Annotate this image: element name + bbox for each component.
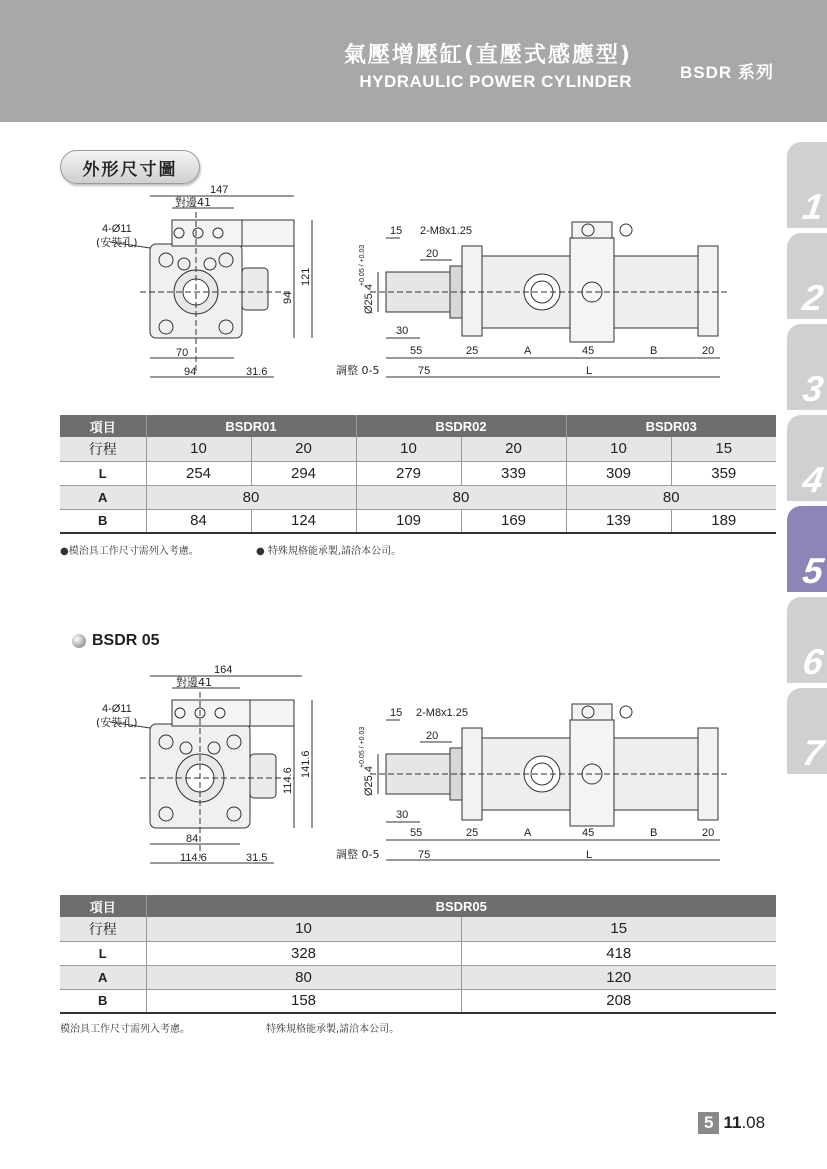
table-cell: 418	[461, 941, 776, 965]
table-row	[60, 941, 776, 965]
tab-label: 2	[800, 277, 826, 318]
table-cell: 279	[356, 461, 461, 485]
dim-diameter: Ø25.4	[363, 766, 375, 796]
dim-side-20b: 20	[702, 345, 715, 357]
page-major: 11	[723, 1113, 742, 1132]
dim-holes-note: (安裝孔)	[96, 236, 138, 249]
tab-4[interactable]	[787, 415, 827, 501]
row-label: B	[60, 989, 146, 1013]
row-label: 行程	[60, 437, 146, 461]
model-heading	[72, 632, 160, 650]
table-cell: 10	[146, 437, 251, 461]
dim-diameter: Ø25.4	[363, 284, 375, 314]
table1-header-bsdr01: BSDR01	[146, 415, 356, 437]
dim-adjust: 調整 0-5	[336, 848, 380, 861]
dimension-drawing-2	[80, 662, 740, 868]
table-cell: 124	[251, 509, 356, 533]
dim-side-30: 30	[396, 809, 409, 821]
tab-7[interactable]	[787, 688, 827, 774]
dim-side-55: 55	[410, 345, 423, 357]
table-cell: 20	[461, 437, 566, 461]
table2-header-bsdr05: BSDR05	[146, 895, 776, 917]
table-cell: 158	[146, 989, 461, 1013]
dim-tolerance: +0.05 / +0.03	[359, 244, 366, 286]
table-cell: 15	[461, 917, 776, 941]
dim-side-45: 45	[582, 827, 595, 839]
dim-side-l: L	[586, 365, 593, 377]
dim-side-l: L	[586, 849, 593, 861]
dim-width: 147	[210, 184, 229, 196]
dim-side-15: 15	[390, 707, 403, 719]
dim-across-flats: 對邊41	[175, 196, 211, 209]
table-row	[60, 509, 776, 533]
table1-note-2: ● 特殊規格能承製,請洽本公司。	[256, 546, 402, 557]
tab-label: 4	[800, 459, 826, 500]
table-cell: 80	[356, 485, 566, 509]
row-label: A	[60, 965, 146, 989]
dim-side-30: 30	[396, 325, 409, 337]
dim-side-20: 20	[426, 248, 439, 260]
table-cell: 120	[461, 965, 776, 989]
table-cell: 339	[461, 461, 566, 485]
page-minor: .08	[741, 1113, 766, 1132]
table-cell: 10	[356, 437, 461, 461]
dim-holes: 4-Ø11	[102, 223, 132, 235]
table2-header-item: 項目	[60, 895, 146, 917]
dim-h1: 94	[282, 291, 294, 304]
table-cell: 80	[146, 965, 461, 989]
table1-header-bsdr03: BSDR03	[566, 415, 776, 437]
tab-3[interactable]	[787, 324, 827, 410]
table-cell: 208	[461, 989, 776, 1013]
tab-label: 1	[800, 186, 826, 227]
table-cell: 359	[671, 461, 776, 485]
dim-holes-note: (安裝孔)	[96, 716, 138, 729]
tab-label: 6	[800, 641, 826, 682]
section-title: 外形尺寸圖	[60, 150, 200, 184]
dim-side-15: 15	[390, 225, 403, 237]
dim-w2: 114.6	[180, 852, 207, 864]
row-label: A	[60, 485, 146, 509]
dimension-drawing-1	[80, 182, 740, 382]
dim-h1: 114.6	[282, 767, 294, 794]
dim-w3: 31.5	[246, 852, 268, 864]
table-cell: 254	[146, 461, 251, 485]
table-cell: 84	[146, 509, 251, 533]
dim-side-a: A	[524, 345, 532, 357]
table-row	[60, 485, 776, 509]
dim-thread: 2-M8x1.25	[420, 225, 472, 237]
table-cell: 10	[146, 917, 461, 941]
tab-6[interactable]	[787, 597, 827, 683]
dim-h2: 121	[300, 267, 312, 286]
table-row	[60, 989, 776, 1013]
dim-side-20: 20	[426, 730, 439, 742]
dim-across-flats: 對邊41	[176, 676, 212, 689]
page-number-text	[723, 1113, 765, 1133]
drawing-bsdr01-03	[80, 182, 740, 382]
dim-adjust: 調整 0-5	[336, 364, 380, 377]
table-row	[60, 437, 776, 461]
row-label: B	[60, 509, 146, 533]
dim-side-a: A	[524, 827, 532, 839]
tab-label: 3	[800, 368, 826, 409]
dim-side-25: 25	[466, 827, 479, 839]
model-name: BSDR 05	[92, 632, 160, 649]
table1-note-1: ●模治具工作尺寸需列入考慮。	[60, 546, 199, 557]
page-number	[698, 1112, 765, 1134]
table2-note-1: 模治具工作尺寸需列入考慮。	[60, 1024, 190, 1035]
tab-label: 7	[800, 732, 826, 773]
table-cell: 169	[461, 509, 566, 533]
tab-2[interactable]	[787, 233, 827, 319]
table-cell: 15	[671, 437, 776, 461]
dim-side-20b: 20	[702, 827, 715, 839]
title-chinese: 氣壓增壓缸(直壓式感應型)	[343, 43, 632, 68]
row-label: L	[60, 461, 146, 485]
dim-holes: 4-Ø11	[102, 703, 132, 715]
table-cell: 109	[356, 509, 461, 533]
table-cell: 10	[566, 437, 671, 461]
page-header	[0, 0, 827, 122]
dim-side-55: 55	[410, 827, 423, 839]
row-label: L	[60, 941, 146, 965]
table-row	[60, 965, 776, 989]
dim-width: 164	[214, 664, 233, 676]
drawing-bsdr05	[80, 662, 740, 868]
table2-note-2: 特殊規格能承製,請洽本公司。	[266, 1024, 400, 1035]
dim-w1: 70	[176, 347, 189, 359]
dim-side-75: 75	[418, 365, 431, 377]
bullet-icon	[72, 634, 86, 648]
dim-side-75: 75	[418, 849, 431, 861]
dim-side-b: B	[650, 345, 658, 357]
chapter-badge: 5	[698, 1112, 719, 1134]
dim-side-45: 45	[582, 345, 595, 357]
dim-w2: 94	[184, 366, 197, 378]
dim-w3: 31.6	[246, 366, 268, 378]
table-cell: 20	[251, 437, 356, 461]
row-label: 行程	[60, 917, 146, 941]
dim-thread: 2-M8x1.25	[416, 707, 468, 719]
table-cell: 328	[146, 941, 461, 965]
table-cell: 80	[146, 485, 356, 509]
dim-h2: 141.6	[300, 750, 312, 778]
spec-table-1	[60, 415, 776, 534]
dim-side-25: 25	[466, 345, 479, 357]
table-cell: 309	[566, 461, 671, 485]
tab-1[interactable]	[787, 142, 827, 228]
spec-table-2	[60, 895, 776, 1014]
table-row	[60, 917, 776, 941]
table1-header-item: 項目	[60, 415, 146, 437]
dim-side-b: B	[650, 827, 658, 839]
dim-w1: 84	[186, 833, 199, 845]
table-row	[60, 461, 776, 485]
dim-tolerance: +0.05 / +0.03	[359, 726, 366, 768]
table1-header-bsdr02: BSDR02	[356, 415, 566, 437]
tab-label: 5	[800, 550, 826, 591]
table-cell: 294	[251, 461, 356, 485]
tab-5[interactable]	[787, 506, 827, 592]
title-english: HYDRAULIC POWER CYLINDER	[359, 72, 632, 91]
table-cell: 80	[566, 485, 776, 509]
table-cell: 189	[671, 509, 776, 533]
table-cell: 139	[566, 509, 671, 533]
series-label: BSDR 系列	[680, 63, 774, 82]
